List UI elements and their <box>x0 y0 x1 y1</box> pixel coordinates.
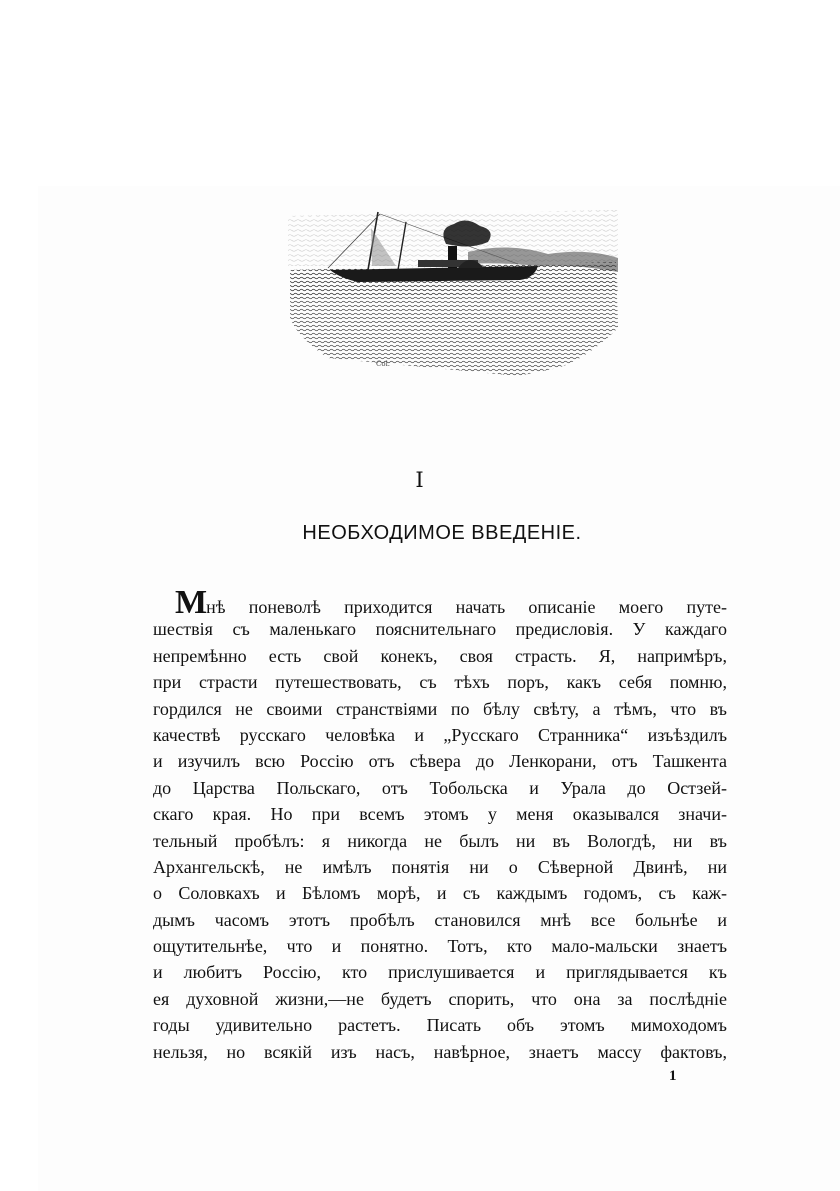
text-line: и изучилъ всю Россію отъ сѣвера до Ленкорани, отъ Ташкента <box>153 751 727 772</box>
illustration-signature: Col. <box>376 360 391 368</box>
text-line: нельзя, но всякій изъ насъ, навѣрное, знаетъ массу фактовъ, <box>153 1041 727 1062</box>
steamship-illustration <box>288 208 618 378</box>
drop-cap: М <box>175 584 207 621</box>
text-line: при страсти путешествовать, съ тѣхъ поръ, какъ себя помню, <box>153 672 727 693</box>
text-line: тельный пробѣлъ: я никогда не былъ ни въ Вологдѣ, ни въ <box>153 830 727 851</box>
text-line: Архангельскѣ, не имѣлъ понятія ни о Сѣверной Двинѣ, ни <box>153 856 727 877</box>
chapter-number: I <box>415 468 425 492</box>
text-line: до Царства Польскаго, отъ Тобольска и Урала до Остзей- <box>153 777 727 798</box>
text-line: непремѣнно есть свой конекъ, своя страсть. Я, напримѣръ, <box>153 645 727 666</box>
text-line: дымъ часомъ этотъ пробѣлъ становился мнѣ все больнѣе и <box>153 909 727 930</box>
text-line: гордился не своими странствіями по бѣлу свѣту, а тѣмъ, что въ <box>153 698 727 719</box>
body-text <box>153 584 727 1065</box>
text-line: о Соловкахъ и Бѣломъ морѣ, и съ каждымъ годомъ, съ каж- <box>153 883 727 904</box>
text-line: качествѣ русскаго человѣка и „Русскаго Странника“ изъѣздилъ <box>153 724 727 745</box>
page-number: 1 <box>669 1068 677 1084</box>
text-line: скаго края. Но при всемъ этомъ у меня оказывался значи- <box>153 804 727 825</box>
text-line: Мнѣ поневолѣ приходится начать описаніе моего путе- <box>175 584 727 621</box>
text-line: годы удивительно растетъ. Писать объ этомъ мимоходомъ <box>153 1015 727 1036</box>
text-line: ощутительнѣе, что и понятно. Тотъ, кто мало-мальски знаетъ <box>153 936 727 957</box>
text-line: ея духовной жизни,—не будетъ спорить, что она за послѣдніе <box>153 988 727 1009</box>
text-line: и любитъ Россію, кто прислушивается и приглядывается къ <box>153 962 727 983</box>
text-line: шествія съ маленькаго пояснительнаго предисловія. У каждаго <box>153 619 727 640</box>
chapter-title: НЕОБХОДИМОЕ ВВЕДЕНІЕ. <box>302 522 582 544</box>
